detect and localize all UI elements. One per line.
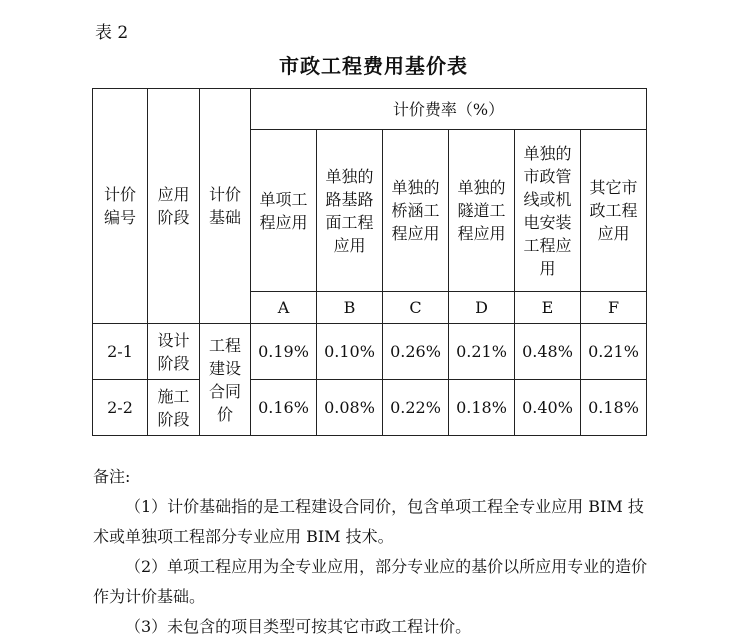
table-title: 市政工程费用基价表 [279,54,468,78]
rate-cell: 0.18% [449,380,515,436]
rate-group-header: 计价费率（%） [251,89,647,130]
rate-cell: 0.40% [515,380,581,436]
col-header-basis: 计价基础 [200,89,251,324]
rate-cell: 0.21% [449,324,515,380]
note-item: （3）未包含的项目类型可按其它市政工程计价。 [125,617,472,636]
table-row [93,324,647,380]
category-header-d: 单独的隧道工程应用 [449,130,515,292]
category-header-c: 单独的桥涵工程应用 [383,130,449,292]
rate-cell: 0.18% [581,380,647,436]
rate-cell: 0.22% [383,380,449,436]
rate-cell: 0.10% [317,324,383,380]
category-header-a: 单项工程应用 [251,130,317,292]
category-letter-d: D [449,292,515,324]
basis-cell: 工程建设合同价 [200,324,251,436]
category-letter-f: F [581,292,647,324]
category-header-f: 其它市政工程应用 [581,130,647,292]
row-stage: 施工阶段 [148,380,200,436]
category-letter-b: B [317,292,383,324]
rate-cell: 0.21% [581,324,647,380]
rate-cell: 0.16% [251,380,317,436]
col-header-code: 计价编号 [93,89,148,324]
rate-cell: 0.08% [317,380,383,436]
fee-table [92,88,647,436]
table-row [93,380,647,436]
note-item: （2）单项工程应用为全专业应用，部分专业应的基价以所应用专业的造价作为计价基础。 [93,557,648,606]
row-code: 2-1 [93,324,148,380]
row-stage: 设计阶段 [148,324,200,380]
category-letter-e: E [515,292,581,324]
category-header-b: 单独的路基路面工程应用 [317,130,383,292]
rate-cell: 0.26% [383,324,449,380]
category-letter-a: A [251,292,317,324]
rate-cell: 0.19% [251,324,317,380]
category-header-e: 单独的市政管线或机电安装工程应用 [515,130,581,292]
notes-section [93,462,653,642]
category-letter-c: C [383,292,449,324]
notes-heading: 备注: [93,467,131,486]
note-item: （1）计价基础指的是工程建设合同价，包含单项工程全专业应用 BIM 技术或单独项工程部分专业应用 BIM 技术。 [93,497,644,546]
table-number-label: 表 2 [95,23,129,43]
rate-cell: 0.48% [515,324,581,380]
col-header-stage: 应用阶段 [148,89,200,324]
row-code: 2-2 [93,380,148,436]
